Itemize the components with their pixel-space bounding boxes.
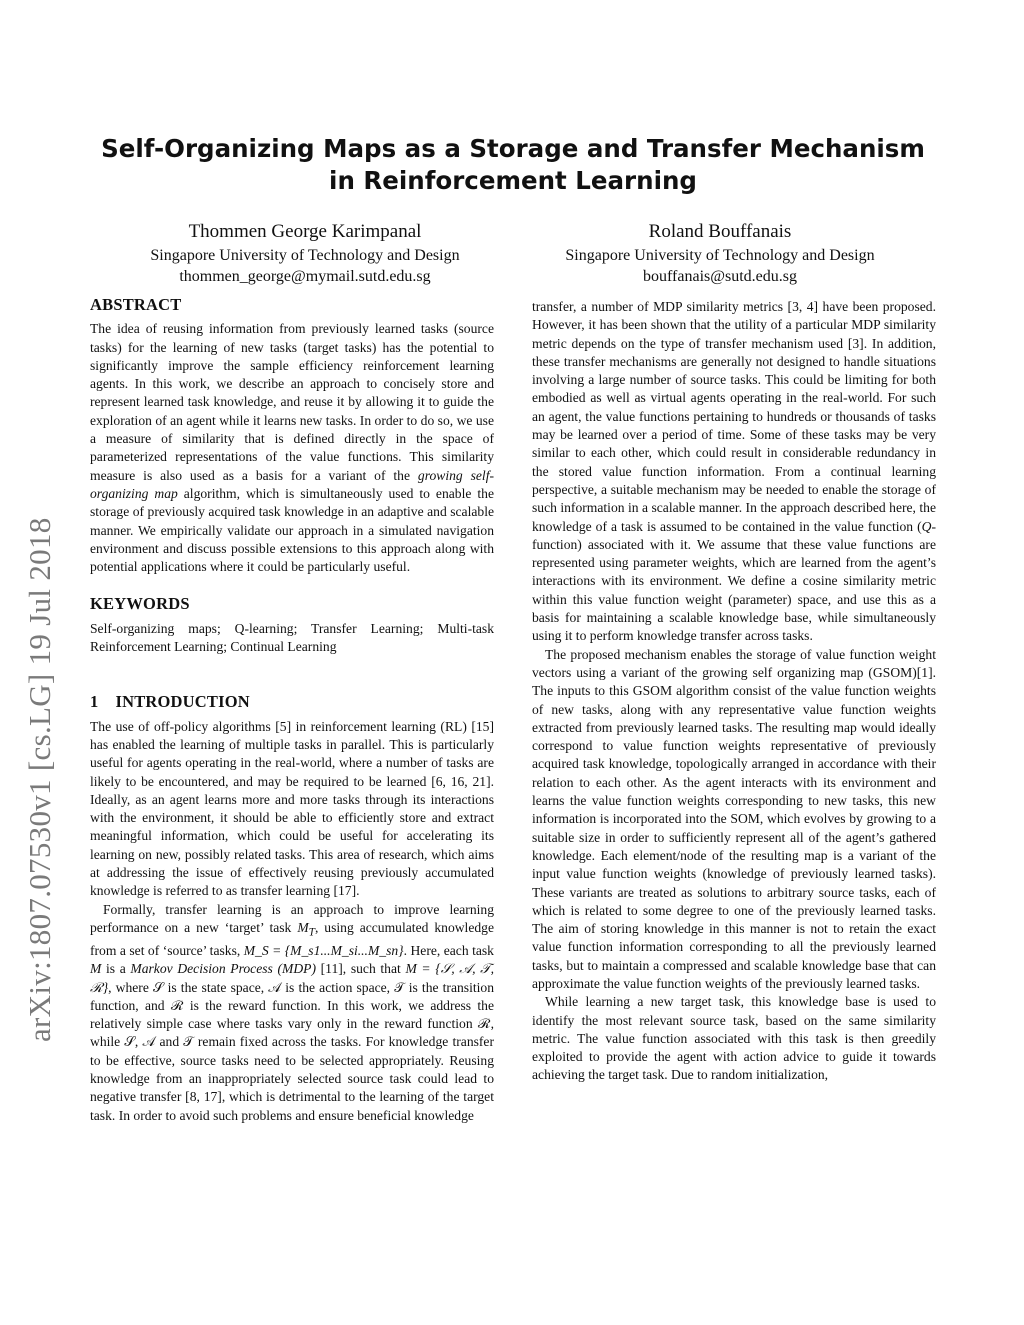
intro-paragraph-3: transfer, a number of MDP similarity metrics [3, 4] have been proposed. However, it has been shown that the utility of a particular MDP similarity metric depends on the type of transfer mechanism used [3]. In addition, these transfer mechanisms are generally not designed to handle situations involving a large number of source tasks. This could be limiting for both embodied as well as virtual agents operating in the real-world. For such an agent, the value functions pertaining to hundreds or thousands of tasks may be learned over a period of time. Some of these tasks may be very similar to each other, which could result in considerable redundancy in the stored value function information. From a continual learning perspective, a suitable mechanism may be needed to enable the storage of such information in a scalable manner. In the approach described here, the knowledge of a task is assumed to be contained in the value function (Q-function) associated with it. We assume that these value functions are represented using parameter weights, which are learned from the agent’s interactions with its environment. We define a cosine similarity metric within this value function weight (parameter) space, and use this as a basis for maintaining a scalable knowledge base, while simultaneously using it to perform knowledge transfer across tasks. (532, 299, 936, 644)
intro-paragraph-1: The use of off-policy algorithms [5] in reinforcement learning (RL) [15] has enabled the learning of multiple tasks in parallel. This is particularly useful for agents operating in the real-world, where a number of tasks are likely to be encountered, and may be required to be learned [6, 16, 21]. Ideally, as an agent learns more and more tasks through its interactions with the environment, it should be able to efficiently store and extract meaningful information, which could be useful for accelerating its learning on new, possibly related tasks. This area of research, which aims at addressing the issue of effectively reusing previously accumulated knowledge is referred to as transfer learning [17]. (90, 718, 494, 899)
keywords-text: Self-organizing maps; Q-learning; Transfer Learning; Multi-task Reinforcement Learning; Continual Learning (90, 620, 494, 655)
section-heading-introduction: 1 INTRODUCTION (90, 692, 250, 712)
intro-paragraph-4: The proposed mechanism enables the storage of value function weight vectors using a variant of the growing self organizing map (GSOM)[1]. The inputs to this GSOM algorithm consist of the value function weights of new tasks, along with any representative value function weights extracted from previously learned tasks. The resulting map would ideally correspond to value function weights representative of previously acquired task knowledge, topologically arranged in accordance with their relation to each other. As the agent interacts with its environment and learns the value function weights corresponding to new tasks, this new information is incorporated into the SOM, which evolves by growing to a suitable size in order to sufficiently represent all of the agent’s gathered knowledge. Each element/node of the resulting map is a variant of the input value function weights (knowledge of previously learned tasks). These variants are treated as solutions to arbitrary source tasks, each of which is related to some degree to one of the previously learned tasks. The aim of storing knowledge in this manner is not to retain the exact value function information corresponding to all the previously learned tasks, but to maintain a compressed and scalable knowledge base that can approximate the value function weights of the previously learned tasks. (532, 646, 936, 991)
abstract-text: The idea of reusing information from previously learned tasks (source tasks) for the learning of new tasks (target tasks) has the potential to significantly improve the sample efficiency reinforcement learning agents. In this work, we describe an approach to concisely store and represent learned task knowledge, and reuse it by allowing it to guide the exploration of an agent while it learns new tasks. In order to do so, we use a measure of similarity that is defined directly in the space of parameterized representations of the value functions. This similarity measure is also used as a basis for a variant of the growing self-organizing map algorithm, which is simultaneously used to enable the storage of previously acquired task knowledge in an adaptive and scalable manner. We empirically validate our approach in a simulated navigation environment and discuss possible extensions to this approach along with potential applications where it could be particularly useful. (90, 321, 494, 575)
paper-title: Self-Organizing Maps as a Storage and Transfer Mechanism in Reinforcement Learning (101, 134, 925, 195)
left-column (90, 296, 494, 1125)
author-block-1 (95, 220, 515, 287)
right-column (532, 298, 936, 1085)
intro-paragraph-2: Formally, transfer learning is an approach to improve learning performance on a new ‘target’ task $M_T$, using accumulated knowledge from a set of ‘source’ tasks, M_S = {M_s1...M_si...M_sn}. Here, each task M is a Markov Decision Process (MDP) [11], such that M = {𝒮, 𝒜, 𝒯, ℛ}, where 𝒮 is the state space, 𝒜 is the action space, 𝒯 is the transition function, and ℛ is the reward function. In this work, we address the relatively simple case where tasks vary only in the reward function ℛ, while 𝒮, 𝒜 and 𝒯 remain fixed across the tasks. For knowledge transfer to be effective, source tasks need to be selected appropriately. Reusing knowledge from an inappropriately selected source task could lead to negative transfer [8, 17], which is detrimental to the learning of the target task. In order to avoid such problems and ensure beneficial knowledge (90, 901, 494, 1123)
author-affiliation: Singapore University of Technology and Design (565, 247, 875, 264)
author-name: Thommen George Karimpanal (188, 221, 422, 242)
author-block-2 (510, 220, 930, 287)
abstract-heading: ABSTRACT (90, 295, 182, 314)
intro-paragraph-5: While learning a new target task, this knowledge base is used to identify the most relevant source task, based on the same similarity metric. The value function associated with this task is then greedily exploited to provide the agent with action advice to guide it towards achieving the target task. Due to random initialization, (532, 994, 936, 1083)
author-name: Roland Bouffanais (648, 221, 792, 242)
author-affiliation: Singapore University of Technology and Design (150, 247, 460, 264)
keywords-heading: KEYWORDS (90, 594, 190, 614)
author-email: bouffanais@sutd.edu.sg (643, 268, 797, 285)
arxiv-stamp: arXiv:1807.07530v1 [cs.LG] 19 Jul 2018 (22, 517, 57, 1042)
author-email: thommen_george@mymail.sutd.edu.sg (179, 268, 431, 285)
